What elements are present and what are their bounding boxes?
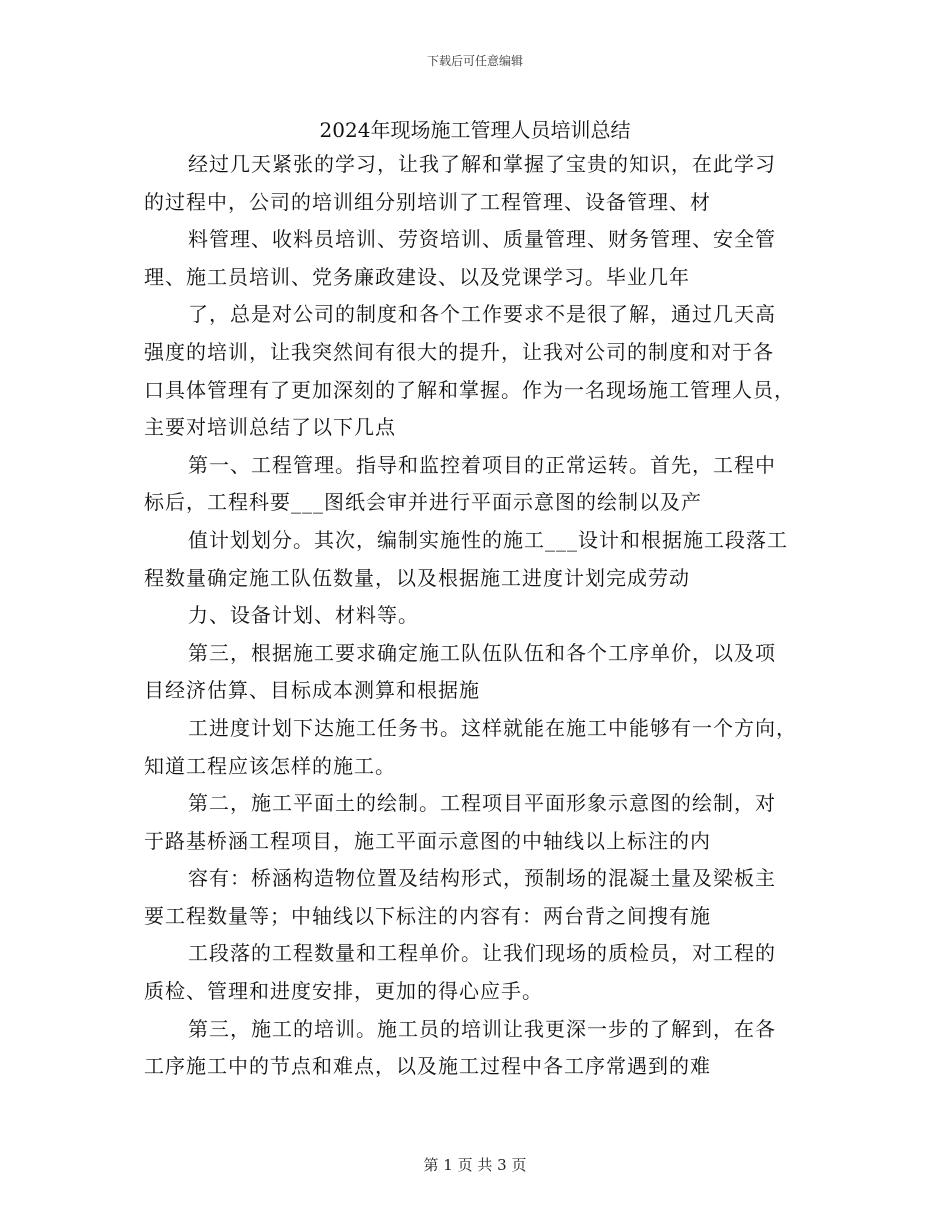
- body-line: 目经济估算、目标成本测算和根据施: [144, 678, 480, 703]
- body-line: 第三，根据施工要求确定施工队伍队伍和各个工序单价，以及项: [188, 640, 776, 665]
- body-line: 主要对培训总结了以下几点: [144, 415, 396, 440]
- document-title: 2024年现场施工管理人员培训总结: [319, 118, 631, 142]
- body-line: 料管理、收料员培训、劳资培训、质量管理、财务管理、安全管: [188, 227, 776, 252]
- body-line: 第一、工程管理。指导和监控着项目的正常运转。首先，工程中: [188, 452, 776, 477]
- document-body: [144, 146, 816, 1086]
- body-line: 工序施工中的节点和难点，以及施工过程中各工序常遇到的难: [144, 1054, 711, 1079]
- page-number-footer: 第 1 页 共 3 页: [423, 1156, 527, 1174]
- body-line: 标后，工程科要___图纸会审并进行平面示意图的绘制以及产: [144, 490, 702, 515]
- header-note: 下载后可任意编辑: [426, 54, 523, 68]
- body-line: 于路基桥涵工程项目，施工平面示意图的中轴线以上标注的内: [144, 828, 711, 853]
- body-line: 的过程中，公司的培训组分别培训了工程管理、设备管理、材: [144, 189, 711, 214]
- body-line: 强度的培训，让我突然间有很大的提升，让我对公司的制度和对于各: [144, 339, 774, 364]
- body-line: 了，总是对公司的制度和各个工作要求不是很了解，通过几天高: [188, 302, 776, 327]
- body-line: 容有：桥涵构造物位置及结构形式，预制场的混凝土量及梁板主: [188, 866, 776, 891]
- body-line: 第三，施工的培训。施工员的培训让我更深一步的了解到，在各: [188, 1016, 776, 1041]
- body-line: 第二，施工平面土的绘制。工程项目平面形象示意图的绘制，对: [188, 791, 776, 816]
- body-line: 程数量确定施工队伍数量，以及根据施工进度计划完成劳动: [144, 565, 690, 590]
- body-line: 值计划划分。其次，编制实施性的施工___设计和根据施工段落工: [188, 527, 788, 552]
- body-line: 口具体管理有了更加深刻的了解和掌握。作为一名现场施工管理人员，: [144, 377, 795, 402]
- body-line: 质检、管理和进度安排，更加的得心应手。: [144, 979, 543, 1004]
- body-line: 力、设备计划、材料等。: [188, 603, 419, 628]
- body-line: 要工程数量等；中轴线以下标注的内容有：两台背之间搜有施: [144, 903, 711, 928]
- body-line: 工段落的工程数量和工程单价。让我们现场的质检员，对工程的: [188, 941, 776, 966]
- body-line: 经过几天紧张的学习，让我了解和掌握了宝贵的知识，在此学习: [188, 152, 776, 176]
- body-line: 知道工程应该怎样的施工。: [144, 753, 396, 778]
- body-line: 理、施工员培训、党务廉政建设、以及党课学习。毕业几年: [144, 264, 690, 289]
- body-line: 工进度计划下达施工任务书。这样就能在施工中能够有一个方向，: [188, 715, 797, 740]
